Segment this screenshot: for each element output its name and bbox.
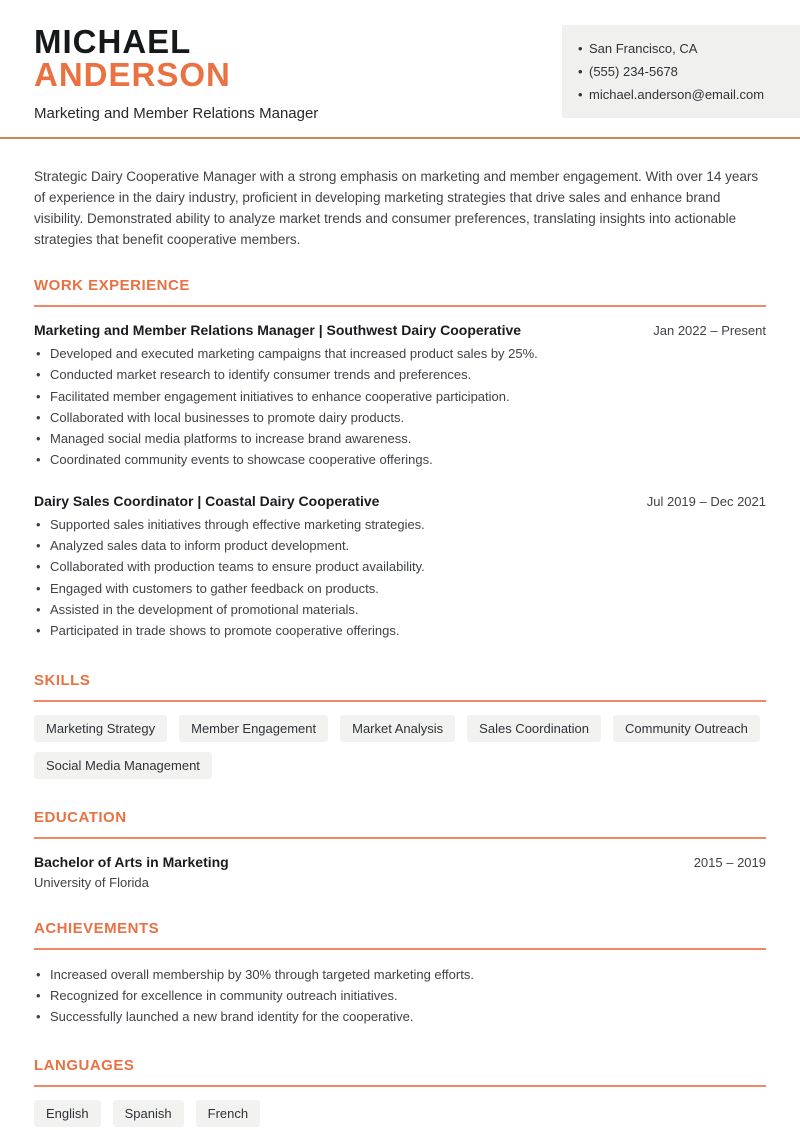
bullet-item: • Developed and executed marketing campaigns that increased product sales by 25%. [34, 343, 766, 364]
bullet-item: • Successfully launched a new brand identity for the cooperative. [34, 1006, 766, 1027]
candidate-job-title: Marketing and Member Relations Manager [34, 105, 319, 122]
job-bullet-list [34, 514, 766, 642]
job-entry [34, 322, 766, 471]
section-divider [34, 700, 766, 702]
bullet-item: • Managed social media platforms to increase brand awareness. [34, 428, 766, 449]
education-dates: 2015 – 2019 [693, 854, 766, 870]
bullet-item: • Increased overall membership by 30% through targeted marketing efforts. [34, 964, 766, 985]
bullet-item: • Coordinated community events to showcase cooperative offerings. [34, 449, 766, 470]
resume-content [0, 166, 800, 1127]
header-divider [0, 137, 800, 139]
bullet-item: • Assisted in the development of promotional materials. [34, 599, 766, 620]
contact-list [576, 37, 790, 106]
skill-tag: Community Outreach [613, 715, 760, 742]
skill-tag: Market Analysis [340, 715, 455, 742]
language-tag: Spanish [113, 1100, 184, 1127]
job-bullet-list [34, 343, 766, 471]
job-title: Dairy Sales Coordinator | Coastal Dairy Cooperative [34, 492, 380, 509]
section-work-experience [34, 277, 766, 642]
degree-row [34, 854, 766, 870]
section-education [34, 809, 766, 890]
contact-phone: • (555) 234-5678 [576, 60, 790, 83]
contact-email: • michael.anderson@email.com [576, 83, 790, 106]
achievements-list [34, 964, 766, 1028]
summary-text: Strategic Dairy Cooperative Manager with a strong emphasis on marketing and member engagement. With over 14 years of experience in the dairy industry, proficient in developing marketing strategies that drive sales and enhance brand visibility. Demonstrated ability to analyze market trends and consumer preferences, translating insights into actionable strategies that benefit cooperative members. [34, 169, 759, 247]
job-dates: Jan 2022 – Present [653, 323, 766, 338]
job-dates: Jul 2019 – Dec 2021 [646, 493, 766, 509]
bullet-item: • Collaborated with production teams to ensure product availability. [34, 556, 766, 577]
resume-header [0, 0, 800, 122]
job-title: Marketing and Member Relations Manager | Southwest Dairy Cooperative [34, 322, 522, 338]
section-divider [34, 305, 766, 307]
skill-tag: Sales Coordination [467, 715, 601, 742]
bullet-item: • Conducted market research to identify consumer trends and preferences. [34, 364, 766, 385]
skills-heading: SKILLS [34, 671, 91, 689]
school-name: University of Florida [34, 874, 149, 890]
section-divider [34, 1085, 766, 1087]
bullet-item: • Collaborated with local businesses to promote dairy products. [34, 407, 766, 428]
first-name: MICHAEL [34, 23, 192, 60]
skill-tag: Member Engagement [179, 715, 328, 742]
bullet-item: • Analyzed sales data to inform product development. [34, 535, 766, 556]
education-heading: EDUCATION [34, 808, 127, 826]
job-entry [34, 493, 766, 642]
achievements-heading: ACHIEVEMENTS [34, 919, 160, 937]
skill-tag: Social Media Management [34, 752, 212, 779]
section-divider [34, 948, 766, 950]
skill-tag: Marketing Strategy [34, 715, 167, 742]
education-entry [34, 854, 766, 890]
language-tag: English [34, 1100, 101, 1127]
last-name: ANDERSON [34, 56, 231, 93]
bullet-item: • Recognized for excellence in community outreach initiatives. [34, 985, 766, 1006]
bullet-item: • Supported sales initiatives through effective marketing strategies. [34, 514, 766, 535]
section-skills [34, 672, 766, 779]
work-heading: WORK EXPERIENCE [34, 277, 190, 294]
job-title-row [34, 493, 766, 509]
degree-title: Bachelor of Arts in Marketing [34, 853, 229, 870]
language-tag: French [196, 1100, 260, 1127]
section-languages [34, 1057, 766, 1127]
bullet-item: • Facilitated member engagement initiatives to enhance cooperative participation. [34, 386, 766, 407]
contact-location: • San Francisco, CA [576, 37, 790, 60]
bullet-item: • Participated in trade shows to promote cooperative offerings. [34, 620, 766, 641]
section-divider [34, 837, 766, 839]
languages-tag-list [34, 1100, 766, 1127]
section-achievements [34, 920, 766, 1028]
bullet-item: • Engaged with customers to gather feedback on products. [34, 578, 766, 599]
languages-heading: LANGUAGES [34, 1057, 135, 1075]
skills-tag-list [34, 715, 766, 779]
contact-card [562, 25, 800, 118]
job-title-row [34, 322, 766, 338]
